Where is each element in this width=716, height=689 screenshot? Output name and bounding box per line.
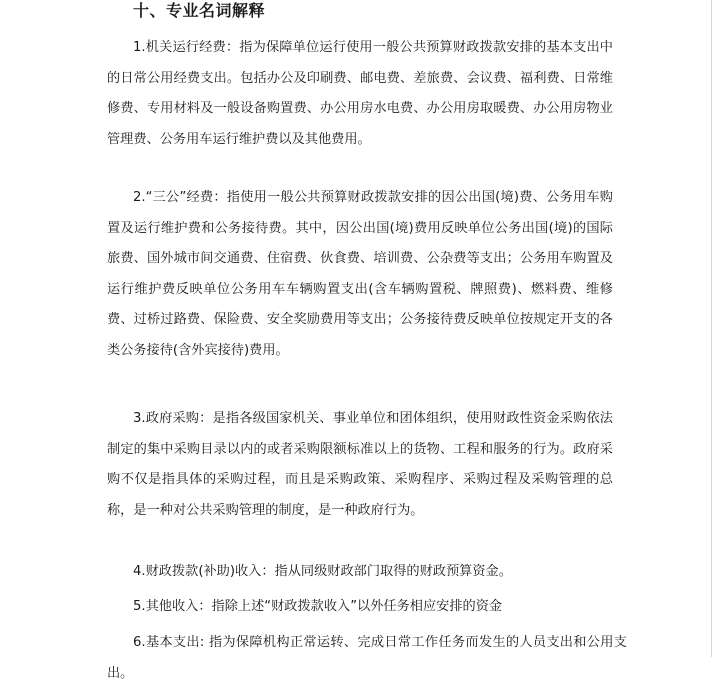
definition-three-public-expenses: 2.“三公”经费：指使用一般公共预算财政拨款安排的因公出国(境)费、公务用车购置及运行维护费和公务接待费。其中，因公出国(境)费用反映单位公务出国(境)的国际旅费、国外城市间交通费、住宿费、伙食费、培训费、公杂费等支出；公务用车购置及运行维护费反映单位公务用车车辆购置支出(含车辆购置税、牌照费)、燃料费、维修费、过桥过路费、保险费、安全奖励费用等支出；公务接待费反映单位按规定开支的各类公务接待(含外宾接待)费用。 [107,190,613,358]
section-heading: 十、专业名词解释 [133,1,266,20]
page-edge-divider [711,0,712,657]
definition-basic-expenditure: 6.基本支出: 指为保障机构正常运转、完成日常工作任务而发生的人员支出和公用支出。 [107,635,627,681]
definition-fiscal-appropriation-income: 4.财政拨款(补助)收入：指从同级财政部门取得的财政预算资金。 [133,564,512,579]
definition-other-income: 5.其他收入：指除上述“财政拨款收入”以外任务相应安排的资金 [133,599,503,614]
definition-government-procurement: 3.政府采购：是指各级国家机关、事业单位和团体组织，使用财政性资金采购依法制定的集中采购目录以内的或者采购限额标准以上的货物、工程和服务的行为。政府采购不仅是指具体的采购过程，而且是采购政策、采购程序、采购过程及采购管理的总称，是一种对公共采购管理的制度，是一种政府行为。 [107,411,613,518]
definition-operating-expenses: 1.机关运行经费：指为保障单位运行使用一般公共预算财政拨款安排的基本支出中的日常公用经费支出。包括办公及印刷费、邮电费、差旅费、会议费、福利费、日常维修费、专用材料及一般设备购置费、办公用房水电费、办公用房取暖费、办公用房物业管理费、公务用车运行维护费以及其他费用。 [107,40,613,147]
